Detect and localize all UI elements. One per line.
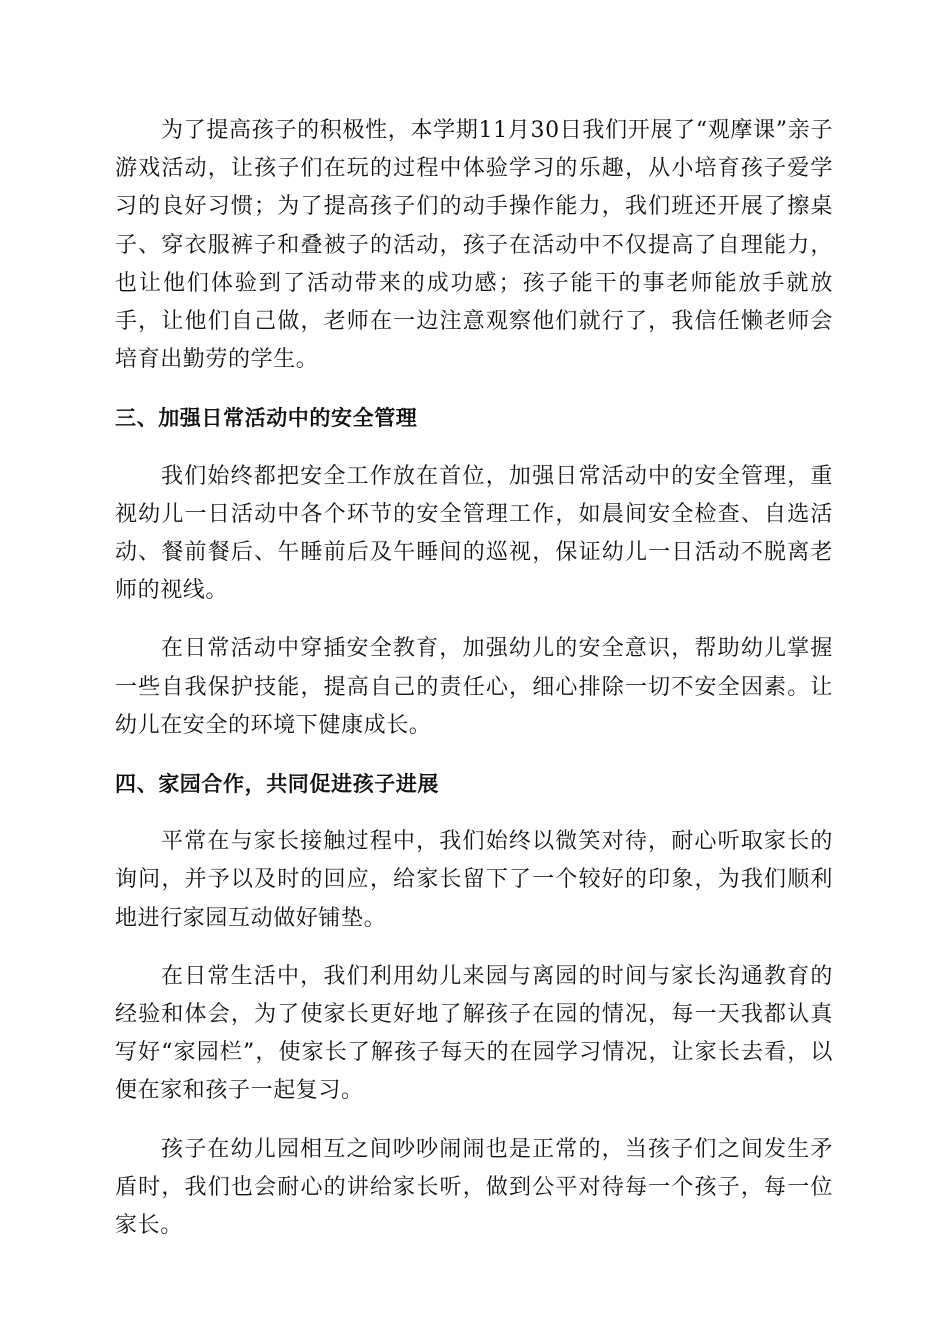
section-heading-home-school: 四、家园合作，共同促进孩子进展 — [115, 772, 439, 797]
paragraph-safety-management: 我们始终都把安全工作放在首位，加强日常活动中的安全管理，重视幼儿一日活动中各个环节的安全管理工作，如晨间安全检查、自选活动、餐前餐后、午睡前后及午睡间的巡视，保证幼儿一日活动不脱离老师的视线。 — [115, 463, 833, 604]
document-page — [115, 112, 833, 1265]
section-heading-safety: 三、加强日常活动中的安全管理 — [115, 406, 418, 431]
paragraph-parent-communication: 在日常生活中，我们利用幼儿来园与离园的时间与家长沟通教育的经验和体会，为了使家长更好地了解孩子在园的情况，每一天我都认真写好“家园栏”，使家长了解孩子每天的在园学习情况，让家长去看，以便在家和孩子一起复习。 — [115, 963, 833, 1104]
paragraph-safety-education: 在日常活动中穿插安全教育，加强幼儿的安全意识，帮助幼儿掌握一些自我保护技能，提高自己的责任心，细心排除一切不安全因素。让幼儿在安全的环境下健康成长。 — [115, 636, 833, 738]
paragraph-activities: 为了提高孩子的积极性，本学期11月30日我们开展了“观摩课”亲子游戏活动，让孩子们在玩的过程中体验学习的乐趣，从小培育孩子爱学习的良好习惯；为了提高孩子们的动手操作能力，我们班还开展了擦桌子、穿衣服裤子和叠被子的活动，孩子在活动中不仅提高了自理能力，也让他们体验到了活动带来的成功感；孩子能干的事老师能放手就放手，让他们自己做，老师在一边注意观察他们就行了，我信任懒老师会培育出勤劳的学生。 — [115, 118, 833, 373]
paragraph-conflict-handling: 孩子在幼儿园相互之间吵吵闹闹也是正常的，当孩子们之间发生矛盾时，我们也会耐心的讲给家长听，做到公平对待每一个孩子，每一位家长。 — [115, 1136, 833, 1239]
paragraph-parent-contact: 平常在与家长接触过程中，我们始终以微笑对待，耐心听取家长的询问，并予以及时的回应，给家长留下了一个较好的印象，为我们顺利地进行家园互动做好铺垫。 — [115, 829, 833, 931]
